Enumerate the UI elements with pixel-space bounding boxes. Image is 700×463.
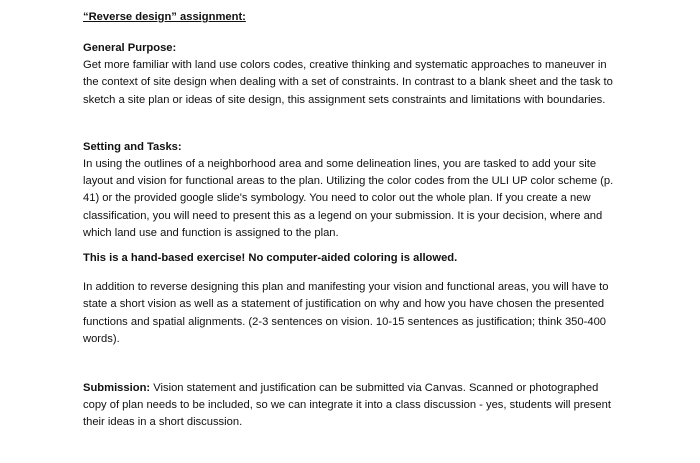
document-title: “Reverse design” assignment:: [83, 11, 246, 23]
setting-tasks-body: In using the outlines of a neighborhood area and some delineation lines, you are tasked to add your site layout and vision for functional areas to the plan. Utilizing the color codes from the ULI UP color scheme (p. 41) or the provided google slide's symbology. You need to color out the whole plan. If you create a new classification, you will need to present this as a legend on your submission. It is your decision, where and which land use and function is assigned to the plan.: [83, 158, 614, 239]
setting-tasks-section: [83, 139, 623, 242]
hand-based-notice: This is a hand-based exercise! No computer-aided coloring is allowed.: [83, 252, 458, 265]
reverse-design-paragraph: In addition to reverse designing this plan and manifesting your vision and functional areas, you will have to state a short vision as well as a statement of justification on why and how you have chosen the presented functions and spatial alignments. (2-3 sentences on vision. 10-15 sentences as justification; think 350-400 words).: [83, 281, 609, 345]
document-page: [83, 8, 623, 432]
general-purpose-heading: General Purpose:: [83, 42, 177, 54]
setting-tasks-heading: Setting and Tasks:: [83, 140, 182, 153]
submission-section: [83, 380, 623, 432]
general-purpose-section: [83, 40, 623, 109]
submission-label: Submission:: [83, 382, 151, 395]
submission-body: Vision statement and justification can be submitted via Canvas. Scanned or photographed copy of plan needs to be included, so we can integrate it into a class discussion - yes, students will present their ideas in a short discussion.: [83, 382, 611, 429]
general-purpose-body: Get more familiar with land use colors codes, creative thinking and systematic approaches to maneuver in the context of site design when dealing with a set of constraints. In contrast to a blank sheet and the task to sketch a site plan or ideas of site design, this assignment sets constraints and limitations with boundaries.: [83, 59, 613, 106]
